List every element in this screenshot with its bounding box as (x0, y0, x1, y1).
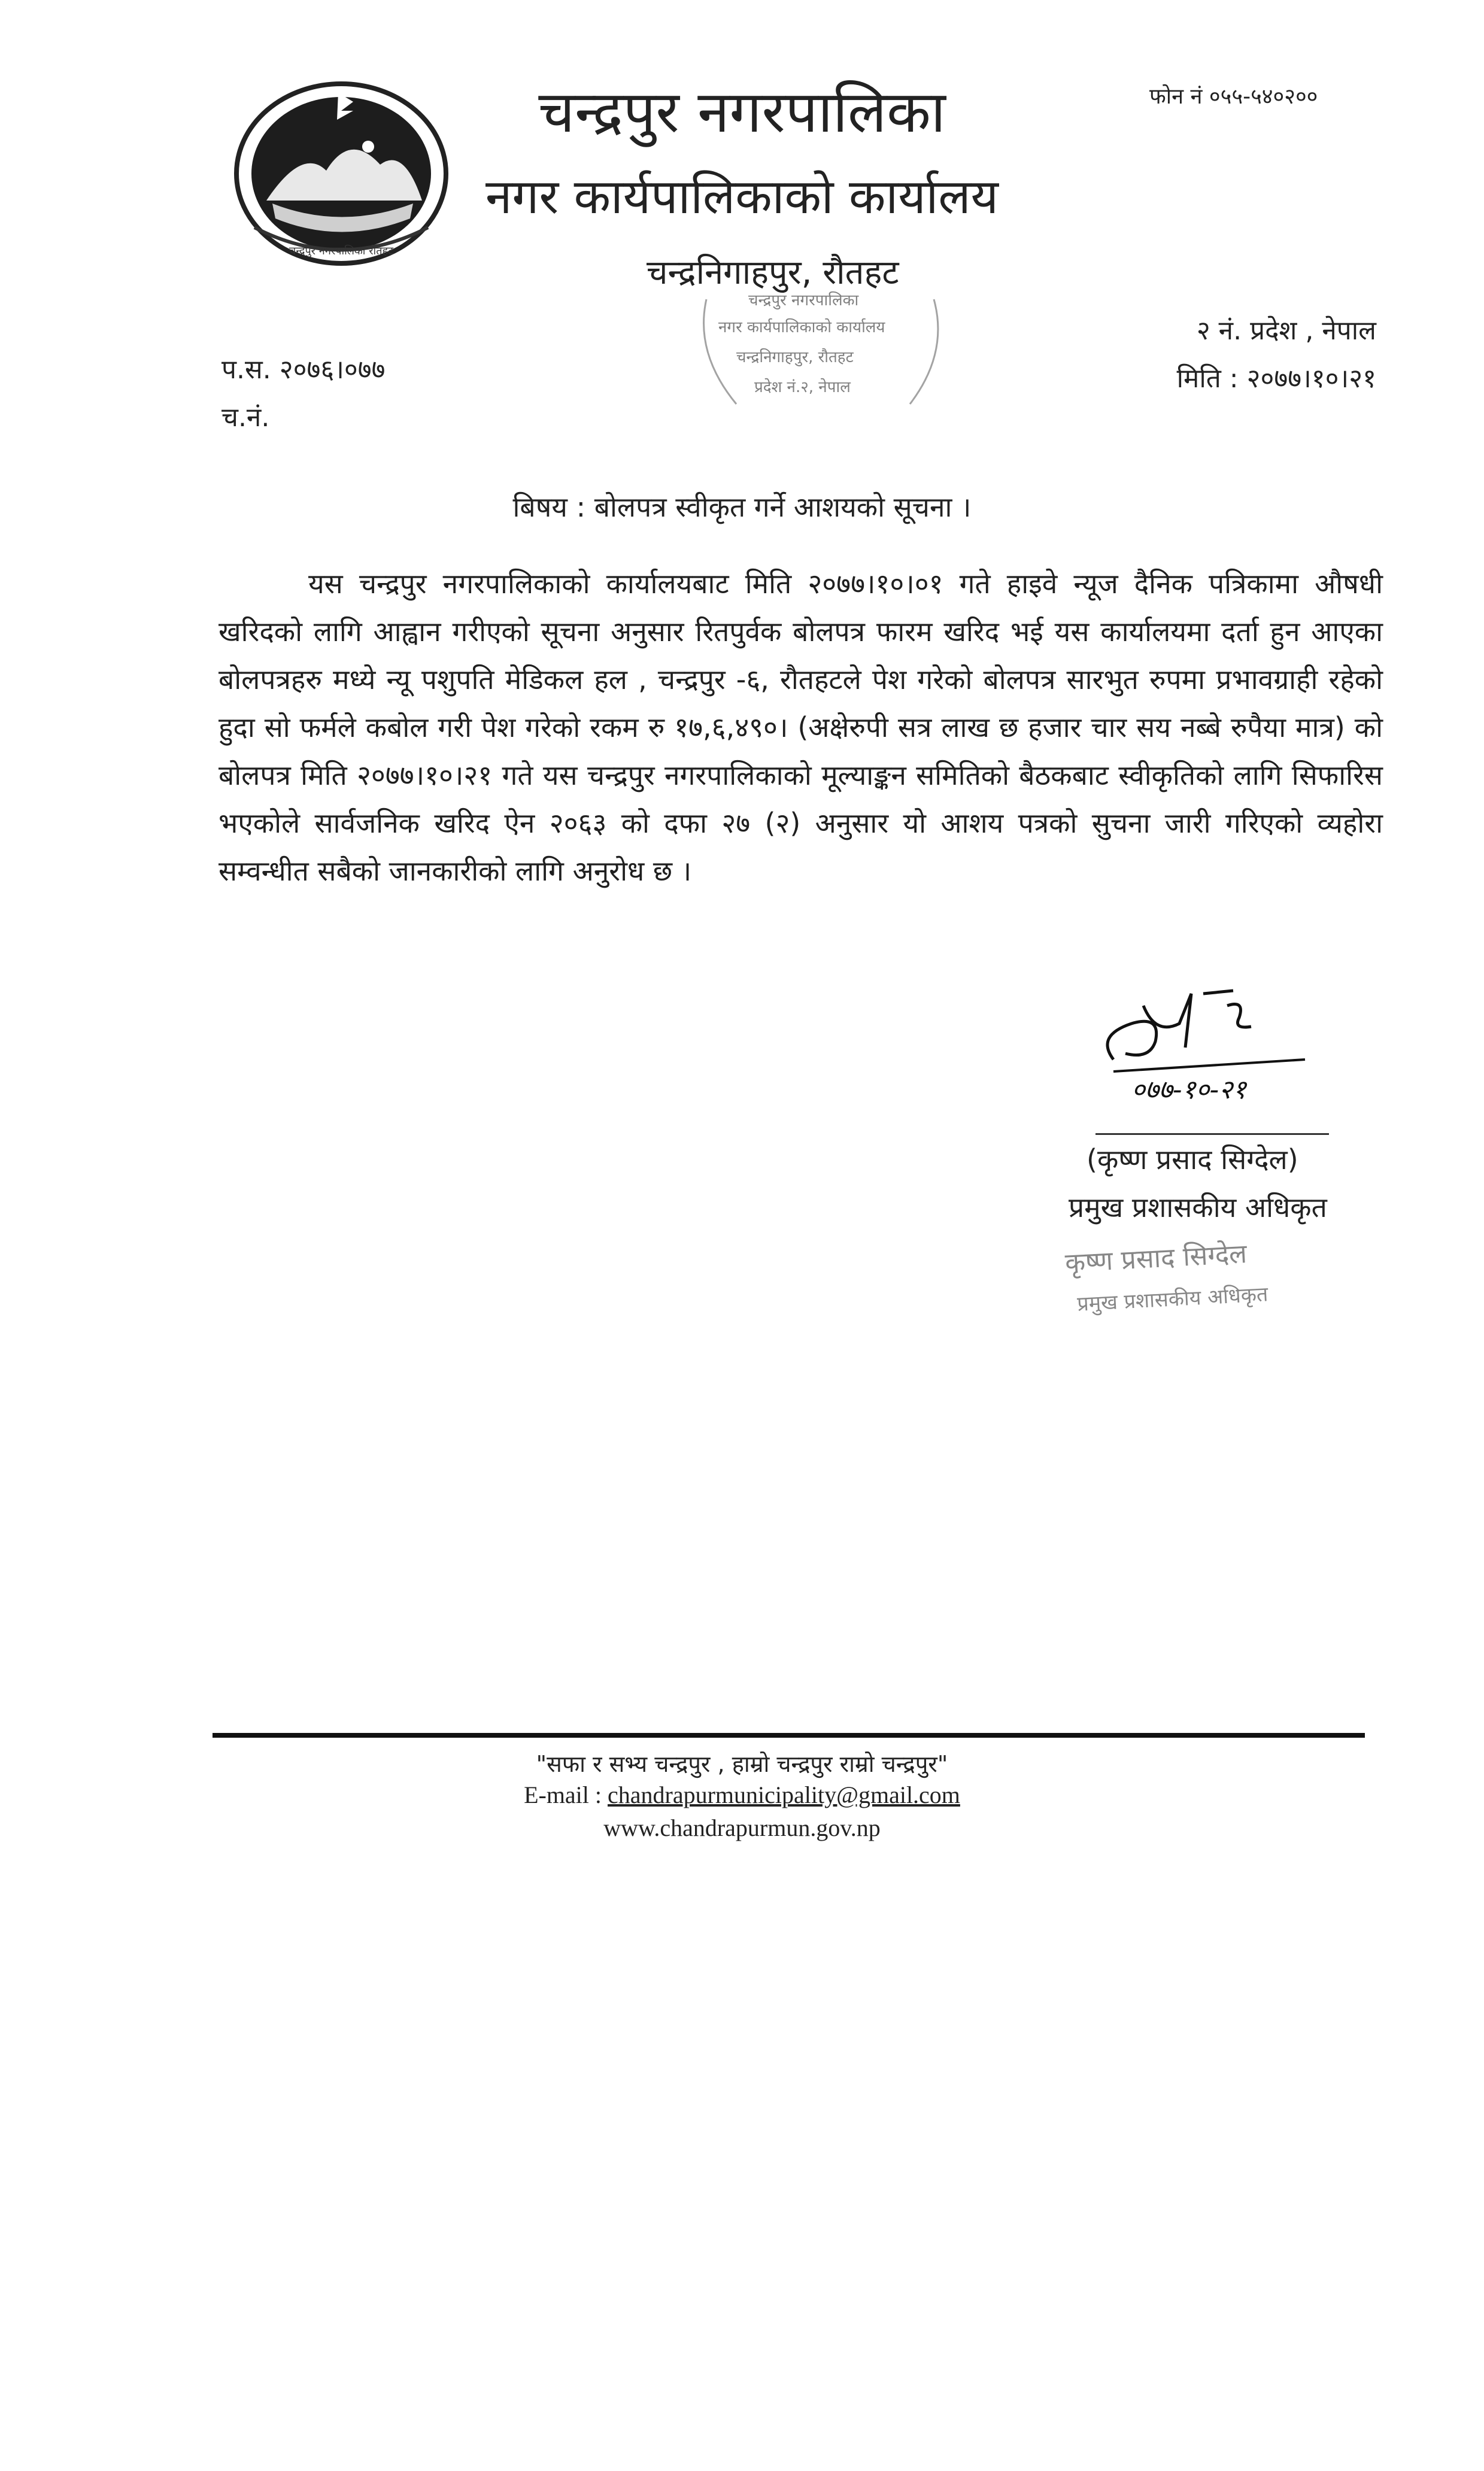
footer-website[interactable]: www.chandrapurmun.gov.np (603, 1814, 881, 1841)
footer-divider (213, 1733, 1365, 1738)
emblem-caption: चन्द्रपुर नगरपालिका रौतहट (289, 245, 394, 257)
footer-slogan: "सफा र सभ्य चन्द्रपुर , हाम्रो चन्द्रपुर राम्रो चन्द्रपुर" (536, 1751, 948, 1777)
stamp-line-2: नगर कार्यपालिकाको कार्यालय (718, 318, 885, 336)
notice-body: यस चन्द्रपुर नगरपालिकाको कार्यालयबाट मिति २०७७।१०।०१ गते हाइवे न्यूज दैनिक पत्रिकामा औषधी खरिदको लागि आह्वान गरीएको सूचना अनुसार रितपुर्वक बोलपत्र फारम खरिद भई यस कार्यालयमा दर्ता हुन आएका बोलपत्रहरु मध्ये न्यू पशुपति मेडिकल हल , चन्द्रपुर -६, रौतहटले पेश गरेको बोलपत्र सारभुत रुपमा प्रभावग्राही रहेको हुदा सो फर्मले कबोल गरी पेश गरेको रकम रु १७,६,४९०। (अक्षेरुपी सत्र लाख छ हजार चार सय नब्बे रुपैया मात्र) को बोलपत्र मिति २०७७।१०।२१ गते यस चन्द्रपुर नगरपालिकाको मूल्याङ्कन समितिको बैठकबाट स्वीकृतिको लागि सिफारिस भएकोले सार्वजनिक खरिद ऐन २०६३ को दफा २७ (२) अनुसार यो आशय पत्रको सुचना जारी गरिएको व्यहोरा सम्वन्धीत सबैको जानकारीको लागि अनुरोध छ । (218, 567, 1383, 887)
province-line: २ नं. प्रदेश , नेपाल (1196, 315, 1376, 346)
stamp-line-1: चन्द्रपुर नगरपालिका (748, 292, 859, 309)
officer-stamp (1054, 1233, 1365, 1329)
phone-number: फोन नं ०५५-५४०२०० (1149, 84, 1318, 109)
email-link[interactable]: chandrapurmunicipality@gmail.com (608, 1781, 960, 1808)
officer-stamp-name: कृष्ण प्रसाद सिग्देल (1064, 1238, 1248, 1279)
footer-email-line (0, 1781, 1484, 1809)
office-name: नगर कार्यपालिकाको कार्यालय (485, 169, 999, 224)
organization-name: चन्द्रपुर नगरपालिका (538, 78, 946, 145)
dispatch-number: च.नं. (221, 402, 270, 433)
subject-line (0, 488, 1484, 525)
email-label: E-mail : (524, 1781, 608, 1808)
subject-label: बिषय : (512, 491, 586, 523)
handwritten-date: ०७७-१०-२१ (1131, 1074, 1246, 1105)
letter-date: मिति : २०७७।१०।२१ (1176, 363, 1376, 394)
subject-text: बोलपत्र स्वीकृत गर्ने आशयको सूचना । (594, 491, 972, 523)
stamp-line-4: प्रदेश नं.२, नेपाल (754, 378, 851, 396)
handwritten-signature (1090, 970, 1359, 1113)
signer-name: (कृष्ण प्रसाद सिग्देल) (1087, 1143, 1298, 1176)
office-stamp (682, 281, 958, 419)
stamp-line-3: चन्द्रनिगाहपुर, रौतहट (736, 348, 854, 366)
reference-number: प.स. २०७६।०७७ (221, 354, 386, 385)
signature-line (1095, 1133, 1329, 1135)
signer-title: प्रमुख प्रशासकीय अधिकृत (1069, 1191, 1327, 1224)
officer-stamp-title: प्रमुख प्रशासकीय अधिकृत (1076, 1282, 1269, 1316)
office-location: चन्द्रनिगाहपुर, रौतहट (647, 253, 899, 292)
